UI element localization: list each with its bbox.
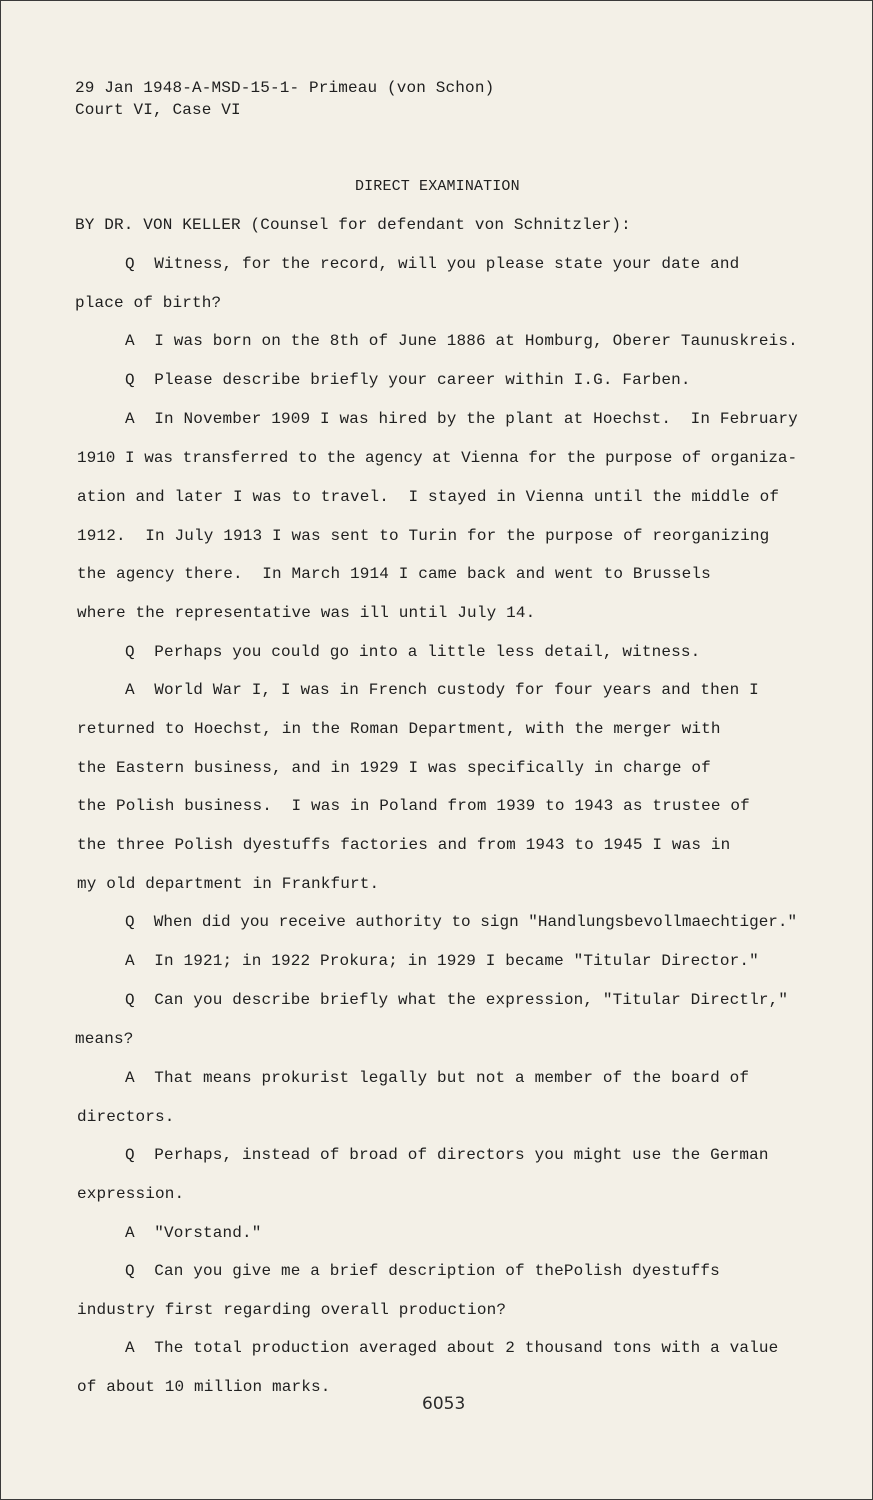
text-line: A "Vorstand." [125, 1224, 262, 1242]
header-line-2: Court VI, Case VI [75, 101, 241, 119]
text-line: Q Perhaps you could go into a little less detail, witness. [125, 643, 701, 661]
text-line: A In November 1909 I was hired by the plant at Hoechst. In February [125, 410, 798, 428]
text-line: 1910 I was transferred to the agency at Vienna for the purpose of organiza- [77, 449, 798, 467]
text-line: ation and later I was to travel. I stayed in Vienna until the middle of [77, 488, 780, 506]
text-line: the Eastern business, and in 1929 I was specifically in charge of [77, 759, 711, 777]
section-title: DIRECT EXAMINATION [355, 178, 520, 195]
text-line: the Polish business. I was in Poland from 1939 to 1943 as trustee of [77, 797, 750, 815]
text-line: directors. [77, 1108, 175, 1126]
text-line: A That means prokurist legally but not a member of the board of [125, 1069, 750, 1087]
examiner-line: BY DR. VON KELLER (Counsel for defendant von Schnitzler): [75, 216, 631, 234]
text-line: where the representative was ill until July 14. [77, 604, 536, 622]
header-line-1: 29 Jan 1948-A-MSD-15-1- Primeau (von Schon) [75, 79, 495, 97]
text-line: returned to Hoechst, in the Roman Department, with the merger with [77, 720, 721, 738]
text-line: Q Can you describe briefly what the expression, "Titular Directlr," [125, 991, 789, 1009]
text-line: A In 1921; in 1922 Prokura; in 1929 I became "Titular Director." [125, 952, 759, 970]
text-line: industry first regarding overall production? [77, 1301, 507, 1319]
page-number: 6053 [422, 1394, 466, 1414]
text-line: 1912. In July 1913 I was sent to Turin for the purpose of reorganizing [77, 527, 770, 545]
text-line: place of birth? [75, 294, 222, 312]
text-line: of about 10 million marks. [77, 1378, 331, 1396]
text-line: A I was born on the 8th of June 1886 at Homburg, Oberer Taunuskreis. [125, 332, 798, 350]
text-line: Q Perhaps, instead of broad of directors you might use the German [125, 1146, 769, 1164]
text-line: Q When did you receive authority to sign "Handlungsbevollmaechtiger." [125, 913, 798, 931]
text-line: my old department in Frankfurt. [77, 875, 380, 893]
text-line: Q Witness, for the record, will you please state your date and [125, 255, 740, 273]
text-line: Q Can you give me a brief description of thePolish dyestuffs [125, 1262, 720, 1280]
text-line: expression. [77, 1185, 185, 1203]
text-line: means? [75, 1030, 134, 1048]
text-line: A The total production averaged about 2 thousand tons with a value [125, 1339, 779, 1357]
text-line: A World War I, I was in French custody for four years and then I [125, 681, 759, 699]
text-line: the three Polish dyestuffs factories and from 1943 to 1945 I was in [77, 836, 731, 854]
text-line: the agency there. In March 1914 I came back and went to Brussels [77, 565, 711, 583]
text-line: Q Please describe briefly your career within I.G. Farben. [125, 371, 691, 389]
